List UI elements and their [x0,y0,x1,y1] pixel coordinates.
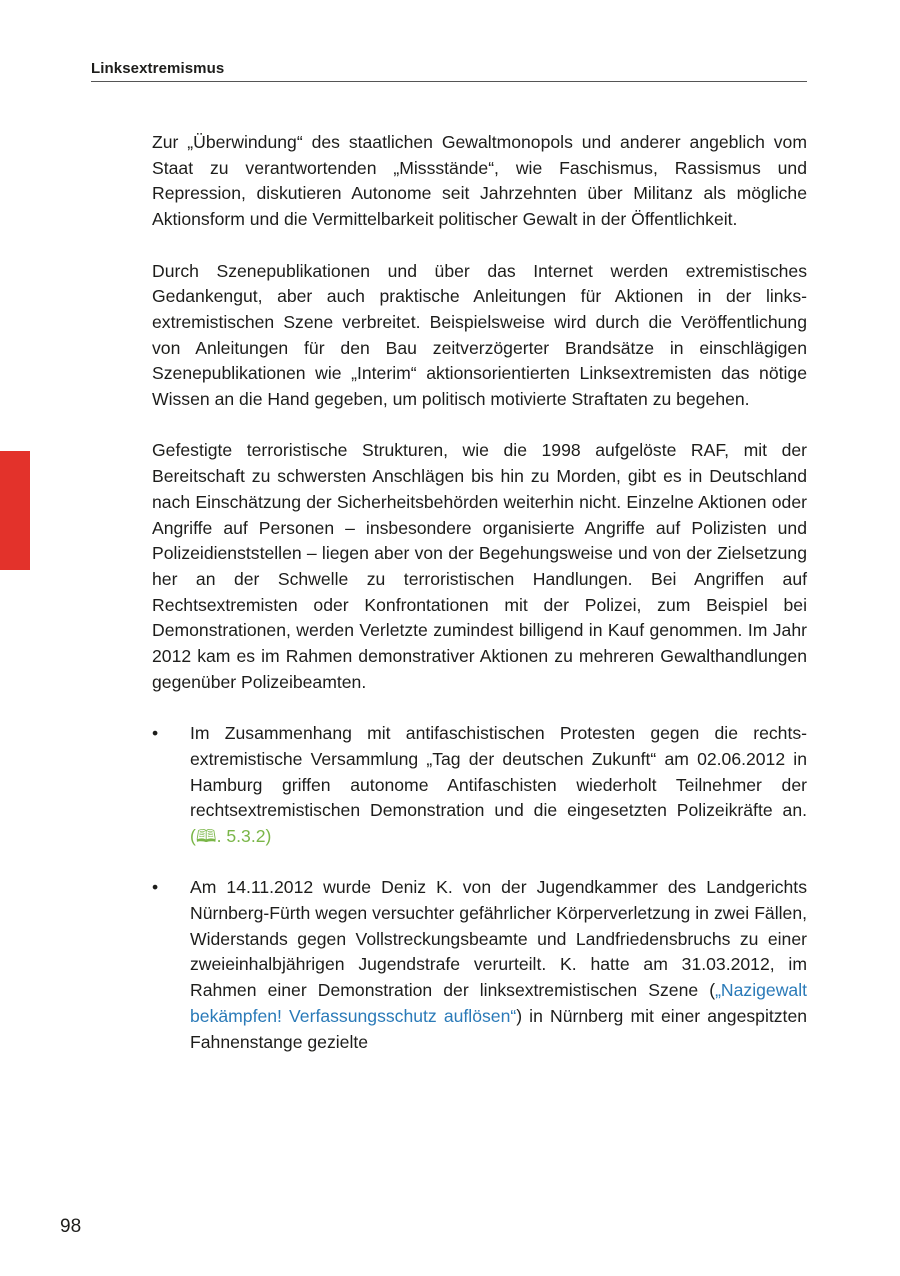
running-header [91,60,807,82]
list-item-text: Im Zusammenhang mit antifaschistischen Protesten gegen die rechtsextremistische Versammlung „Tag der deutschen Zukunft“ am 02.06.2012 in Hamburg griffen autonome Antifaschisten wiederholt Teilnehmer der rechtsextremistischen Demonstration und die eingesetzten Polizeikräfte an. [190,723,807,821]
page-number: 98 [60,1216,82,1237]
demo-motto-link[interactable]: „Nazigewalt bekämpfen! Verfassungsschutz auflösen“ [190,980,807,1026]
bullet-marker: • [152,877,159,898]
list-item [152,721,807,850]
list-item-text-continued: ) in Nürnberg mit einer angespitzten Fahnenstange gezielte [190,1005,808,1052]
list-item [152,875,807,1055]
bullet-marker: • [152,723,159,744]
paragraph: Durch Szenepublikationen und über das Internet werden extremistisches Gedankengut, aber auch praktische Anleitungen für Aktionen in der linksextremistischen Szene verbreitet. Beispielsweise wird durch die Veröffentlichung von Anleitungen für den Bau zeitverzögerter Brandsätze in einschlägigen Szenepublikationen wie „Interim“ aktionsorientierten Linksextremisten das nötige Wissen an die Hand gegeben, um politisch motivierte Straftaten zu begehen. [152,260,807,410]
cross-reference-link[interactable]: (🕮. 5.3.2) [190,825,272,846]
chapter-marker-tab [0,451,30,570]
bullet-list [152,721,807,1055]
list-item-text: Am 14.11.2012 wurde Deniz K. von der Jugendkammer des Landgerichts Nürnberg-Fürth wegen versuchter gefährlicher Körperverletzung in zwei Fällen, Widerstands gegen Vollstreckungsbeamte und Landfriedensbruchs zu einer zweieinhalbjährigen Jugendstrafe verurteilt. K. hatte am 31.03.2012, im Rahmen einer Demonstration der linksextremistischen Szene ( [190,877,807,1001]
main-content [152,130,807,1081]
running-header-title: Linksextremismus [91,60,225,77]
paragraph: Gefestigte terroristische Strukturen, wie die 1998 aufgelöste RAF, mit der Bereitschaft zu schwersten Anschlägen bis hin zu Morden, gibt es in Deutschland nach Einschätzung der Sicherheitsbehörden weiterhin nicht. Einzelne Aktionen oder Angriffe auf Personen – insbesondere organisierte Angriffe auf Polizisten und Polizeidienststellen – liegen aber von der Begehungsweise und von der Zielsetzung her an der Schwelle zu terroristischen Handlungen. Bei Angriffen auf Rechtsextremisten oder Konfrontationen mit der Polizei, zum Beispiel bei Demonstrationen, werden Verletzte zumindest billigend in Kauf genommen. Im Jahr 2012 kam es im Rahmen demonstrativer Aktionen zu mehreren Gewalthandlungen gegenüber Polizeibeamten. [152,440,807,692]
paragraph: Zur „Überwindung“ des staatlichen Gewaltmonopols und anderer angeblich vom Staat zu verantwortenden „Missstände“, wie Faschismus, Rassismus und Repression, diskutieren Autonome seit Jahrzehnten über Militanz als mögliche Aktionsform und die Vermittelbarkeit politischer Gewalt in der Öffentlichkeit. [152,132,807,230]
